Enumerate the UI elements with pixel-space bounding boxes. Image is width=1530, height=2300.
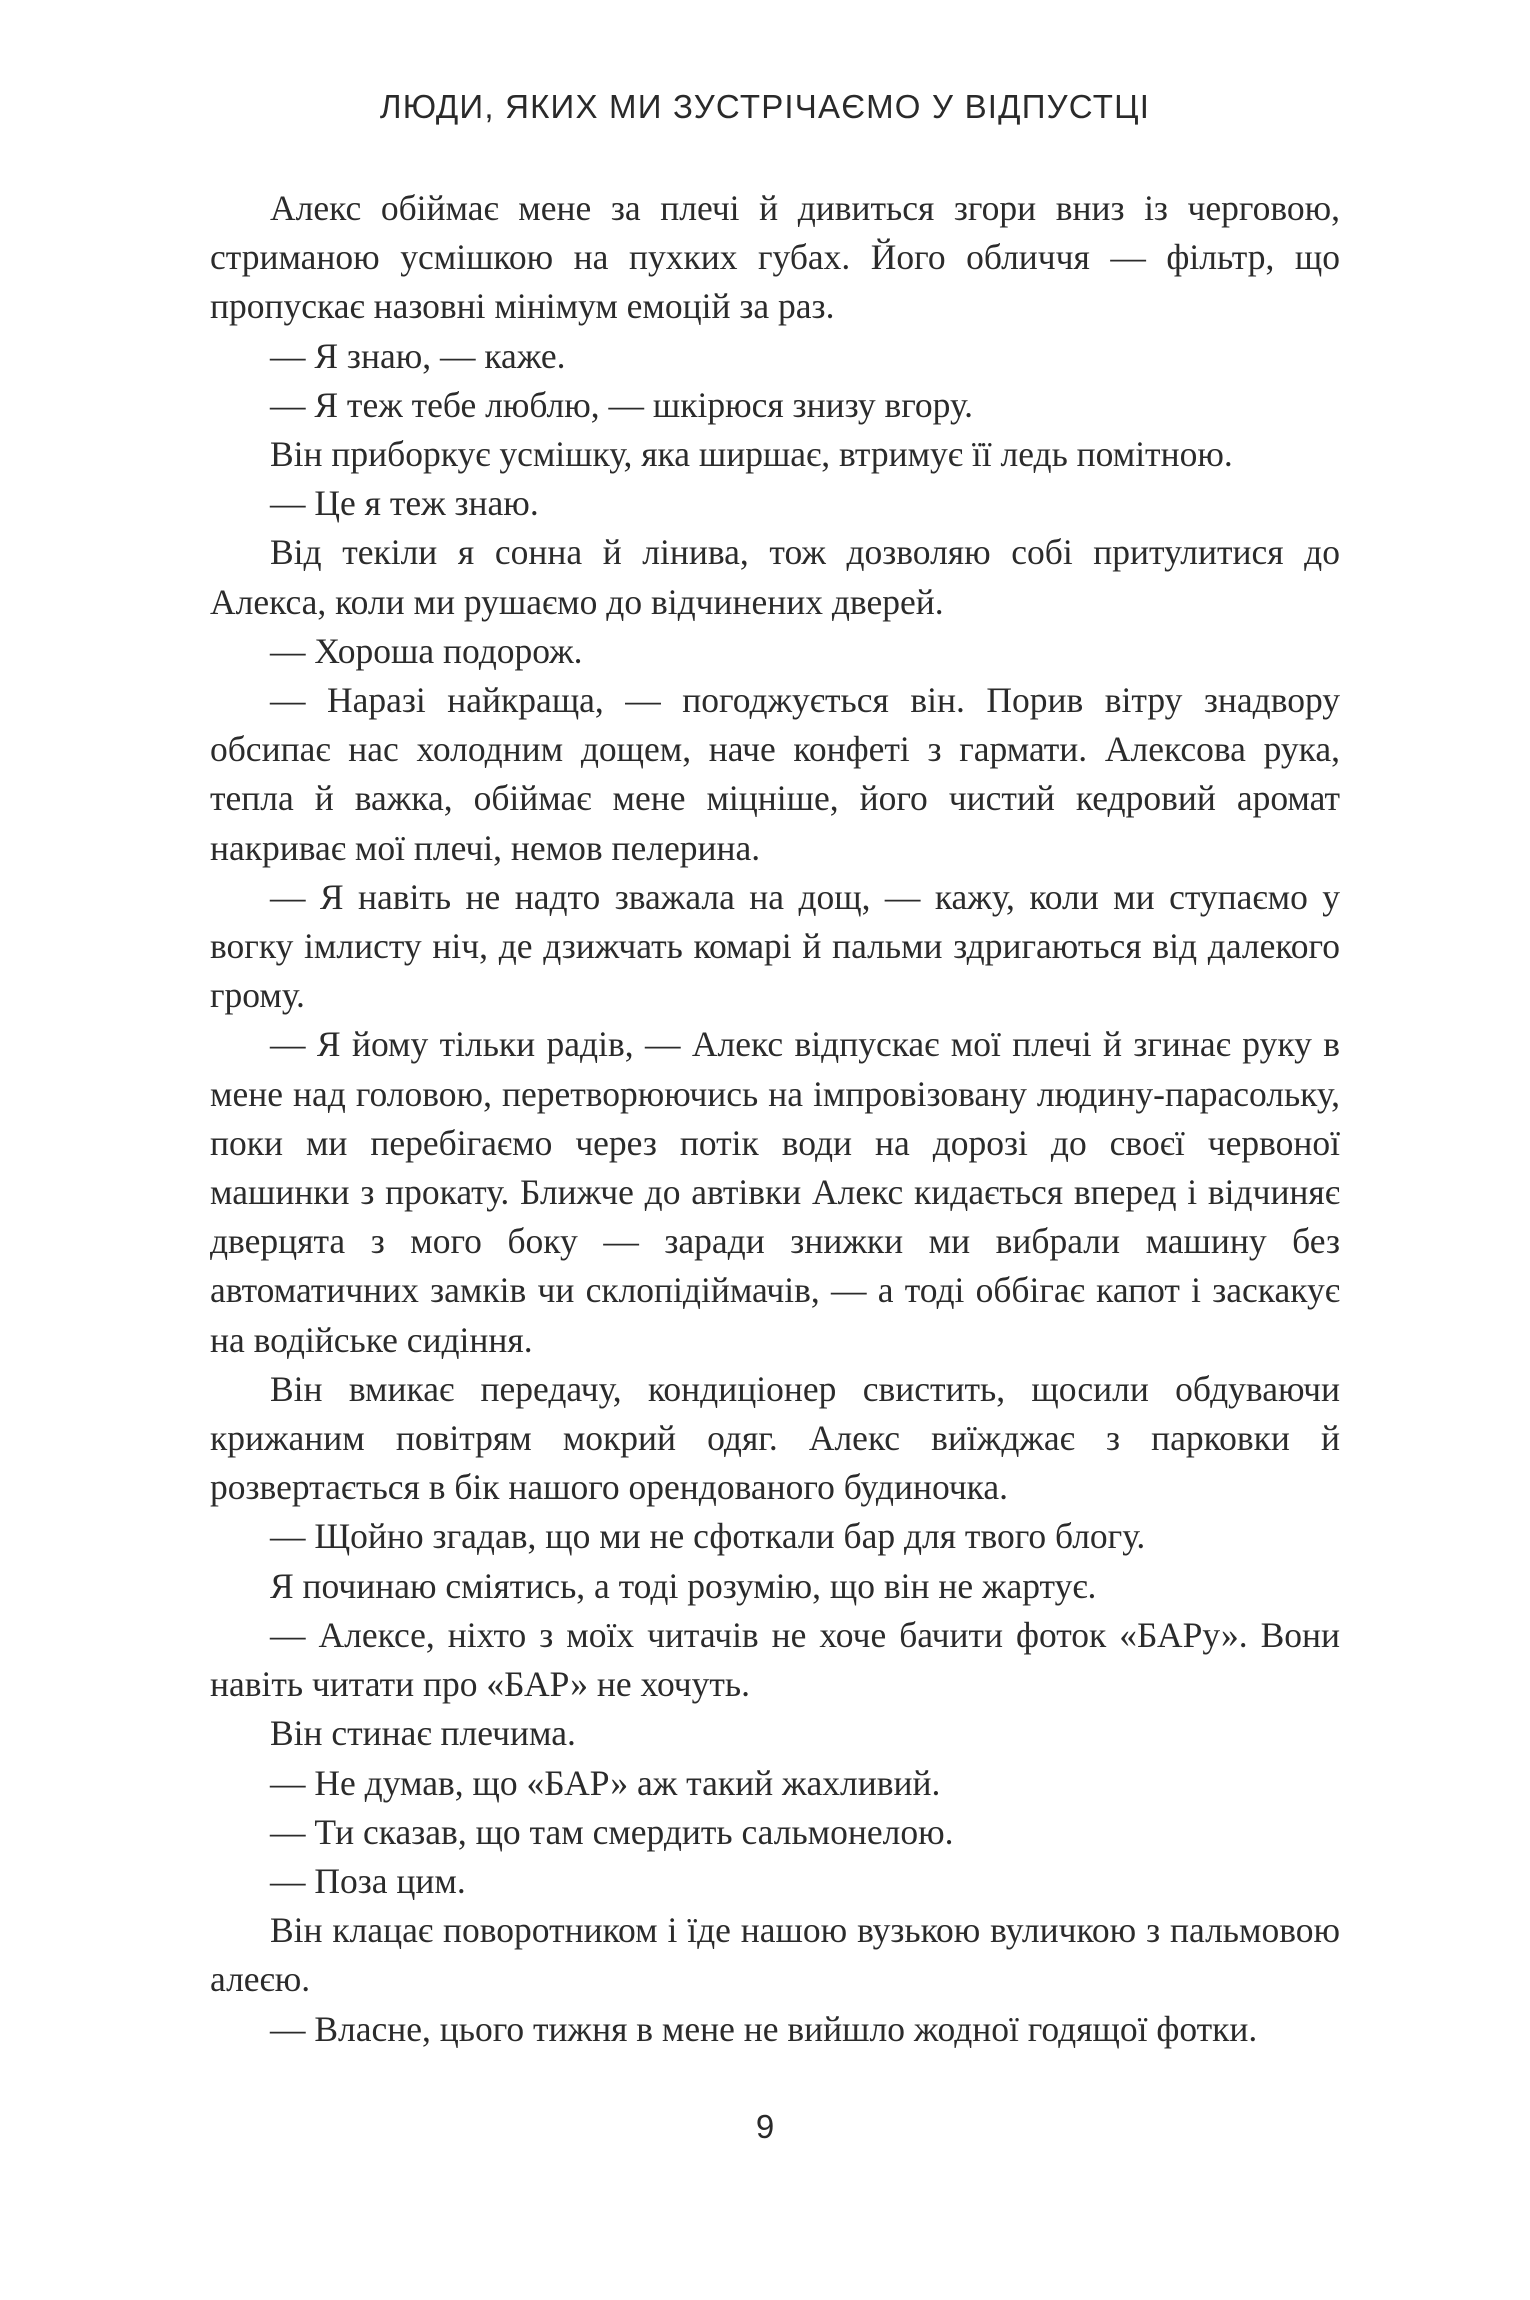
paragraph: — Я знаю, — каже. bbox=[270, 335, 566, 376]
paragraph: — Поза цим. bbox=[270, 1860, 466, 1901]
paragraph: — Наразі найкраща, — погоджується він. Порив вітру знадвору обсипає нас холодним дощем, наче конфеті з гармати. Алексова рука, тепла й важка, обіймає мене міцніше, його чистий кедровий аромат накриває мої плечі, немов пелерина. bbox=[210, 680, 1340, 868]
paragraph: — Не думав, що «БАР» аж такий жахливий. bbox=[270, 1762, 941, 1803]
paragraph: — Ти сказав, що там смердить сальмонелою. bbox=[270, 1811, 954, 1852]
paragraph: — Хороша подорож. bbox=[270, 630, 583, 671]
paragraph: — Власне, цього тижня в мене не вийшло жодної годящої фотки. bbox=[270, 2008, 1258, 2049]
paragraph: Я починаю сміятись, а тоді розумію, що він не жартує. bbox=[270, 1565, 1097, 1606]
paragraph: Від текіли я сонна й лінива, тож дозволяю собі притулитися до Алекса, коли ми рушаємо до відчинених дверей. bbox=[210, 532, 1340, 622]
paragraph: Він стинає плечима. bbox=[270, 1713, 576, 1754]
paragraph: Він приборкує усмішку, яка ширшає, втримує її ледь помітною. bbox=[270, 434, 1233, 475]
body-text bbox=[210, 184, 1340, 2054]
paragraph: — Я теж тебе люблю, — шкірюся знизу вгору. bbox=[270, 384, 974, 425]
page-number: 9 bbox=[755, 2108, 775, 2145]
running-head: ЛЮДИ, ЯКИХ МИ ЗУСТРІЧАЄМО У ВІДПУСТЦІ bbox=[379, 88, 1151, 125]
paragraph: — Щойно згадав, що ми не сфоткали бар для твого блогу. bbox=[270, 1516, 1146, 1557]
paragraph: — Алексе, ніхто з моїх читачів не хоче бачити фоток «БАРу». Вони навіть читати про «БАР» не хочуть. bbox=[210, 1614, 1340, 1705]
paragraph: — Я навіть не надто зважала на дощ, — кажу, коли ми ступаємо у вогку імлисту ніч, де дзижчать комарі й пальми здригаються від далекого грому. bbox=[210, 876, 1340, 1016]
paragraph: — Я йому тільки радів, — Алекс відпускає мої плечі й згинає руку в мене над головою, перетворюючись на імпровізовану людину-парасольку, поки ми перебігаємо через потік води на дорозі до своєї червоної машинки з прокату. Ближче до автівки Алекс кидається вперед і відчиняє дверцята з мого боку — заради знижки ми вибрали машину без автоматичних замків чи склопідіймачів, — а тоді оббігає капот і заскакує на водійське сидіння. bbox=[210, 1024, 1340, 1360]
paragraph: — Це я теж знаю. bbox=[270, 483, 539, 524]
paragraph: Алекс обіймає мене за плечі й дивиться згори вниз із черговою, стриманою усмішкою на пухких губах. Його обличчя — фільтр, що пропускає назовні мінімум емоцій за раз. bbox=[210, 188, 1340, 327]
paragraph: Він вмикає передачу, кондиціонер свистить, щосили обдуваючи крижаним повітрям мокрий одяг. Алекс виїжджає з парковки й розвертається в бік нашого орендованого будиночка. bbox=[210, 1368, 1340, 1508]
paragraph: Він клацає поворотником і їде нашою вузькою вуличкою з пальмовою алеєю. bbox=[210, 1910, 1340, 2000]
